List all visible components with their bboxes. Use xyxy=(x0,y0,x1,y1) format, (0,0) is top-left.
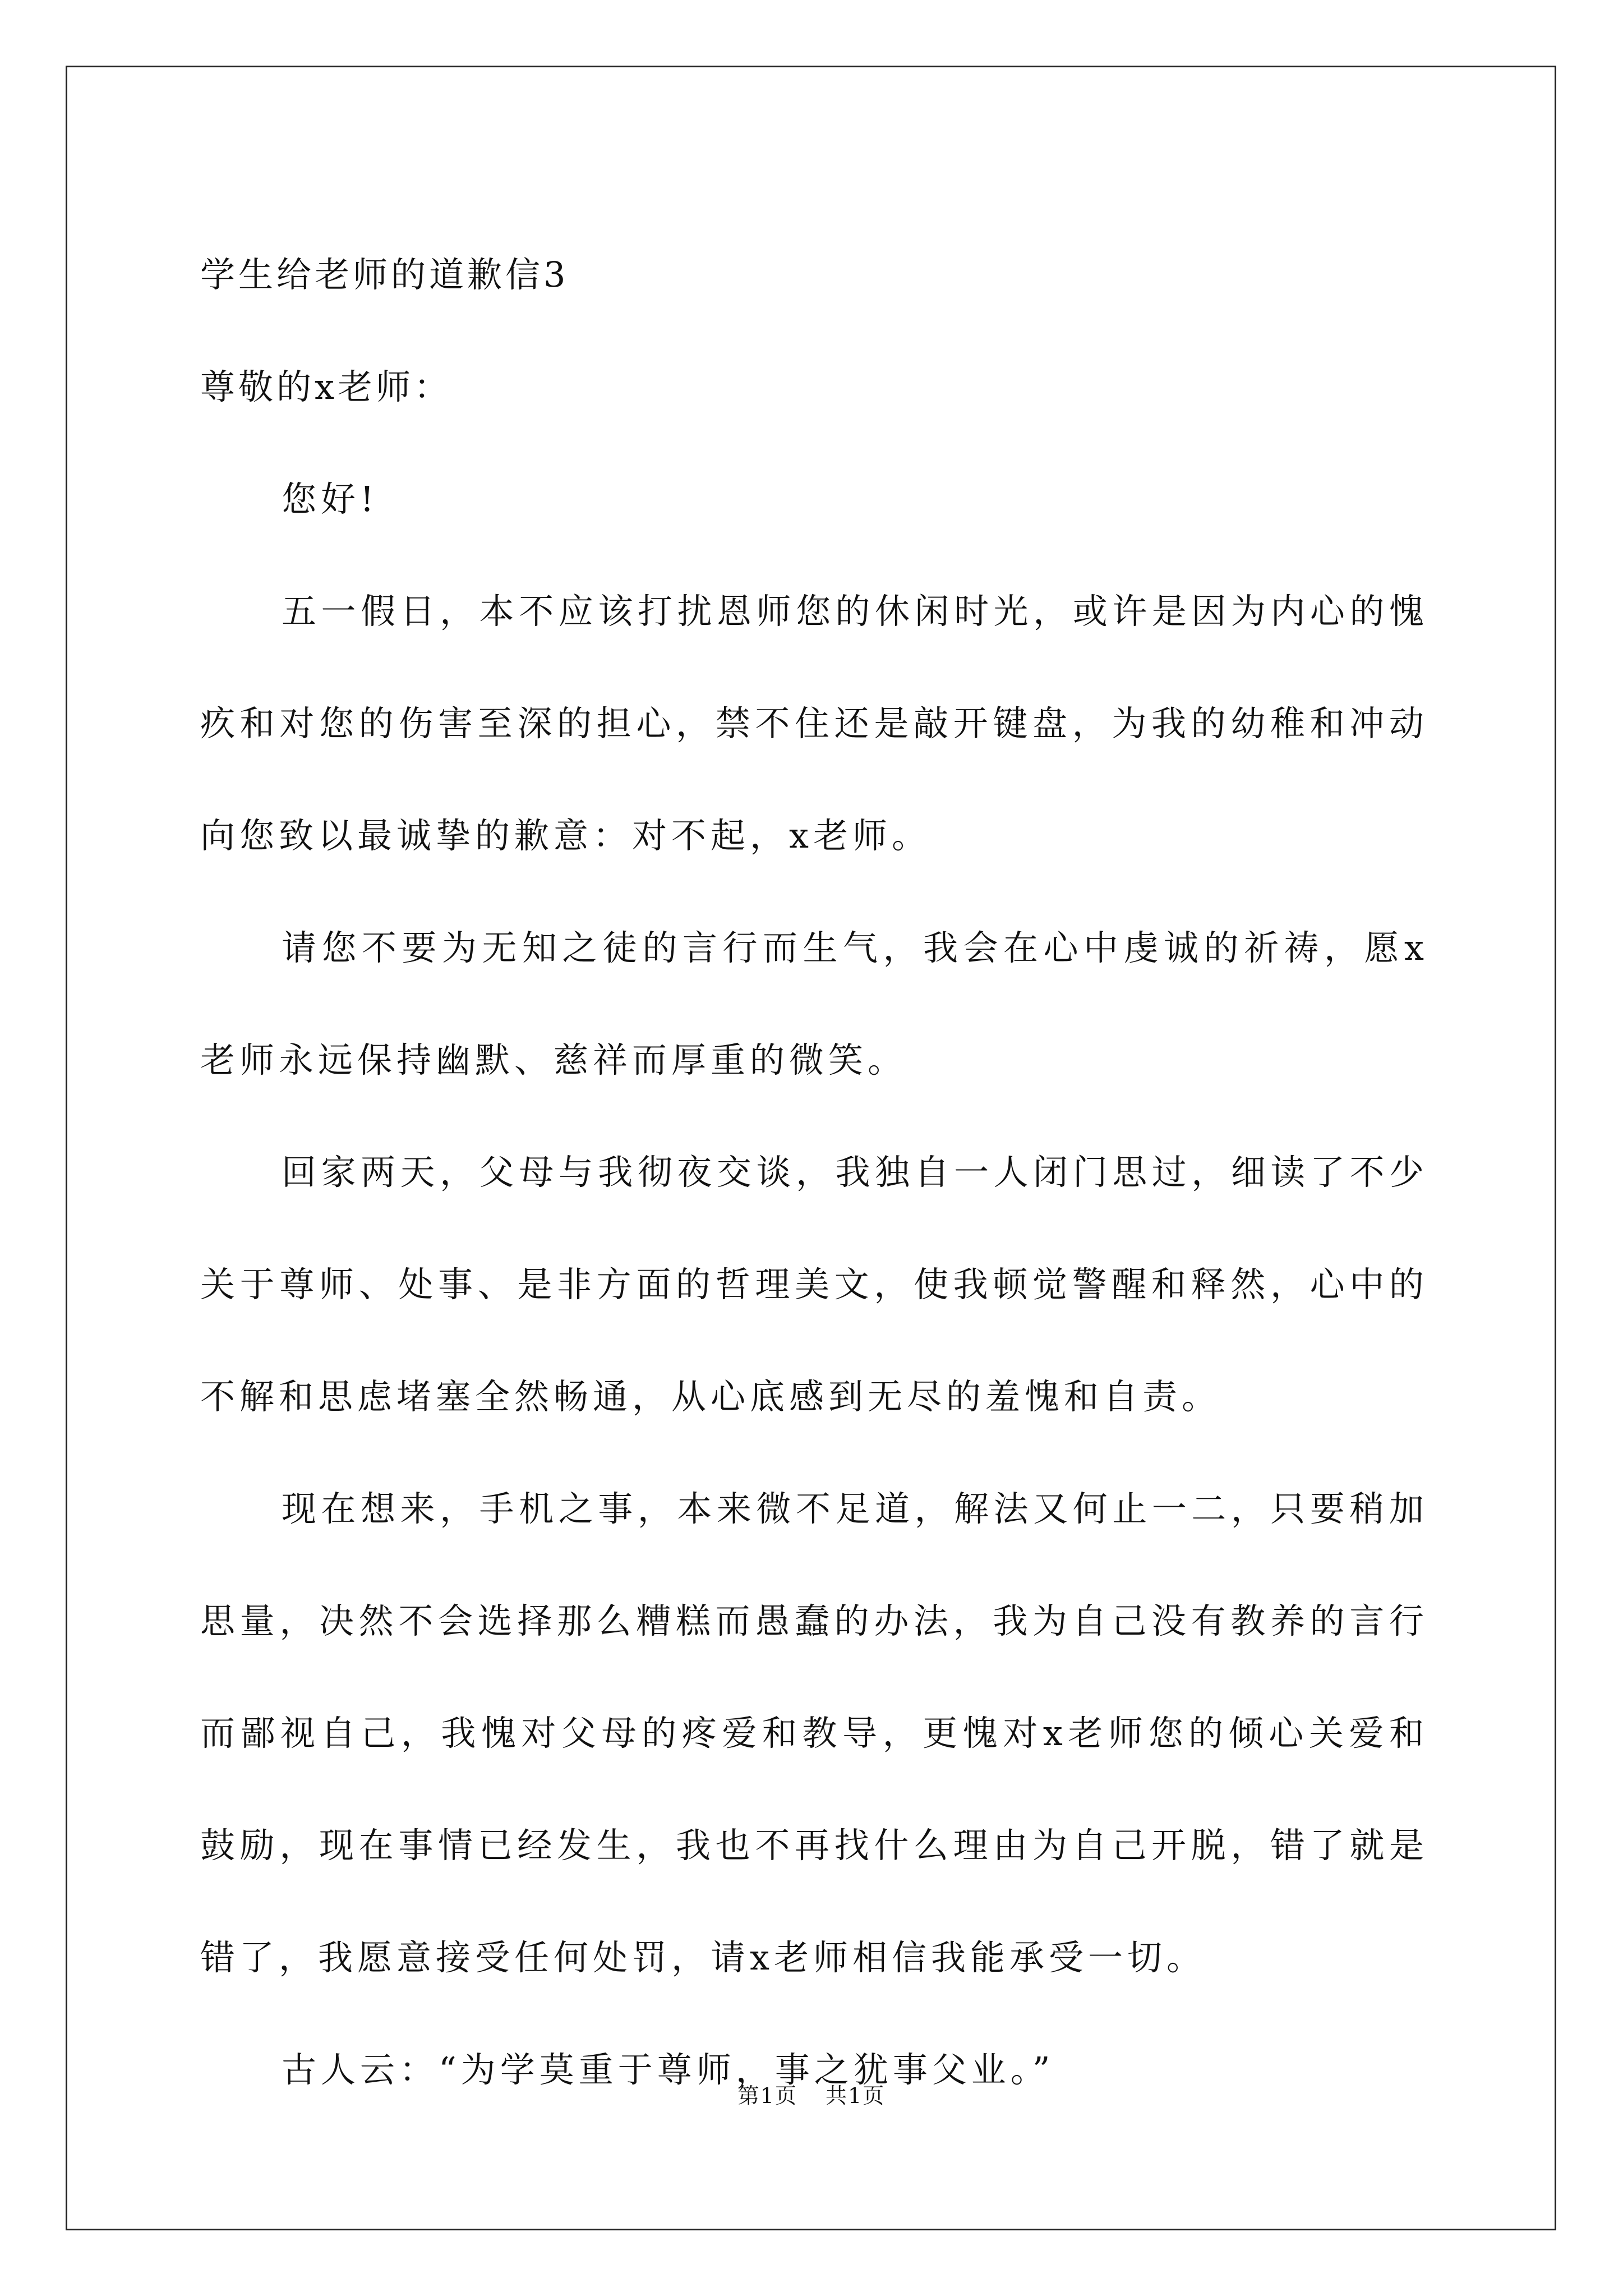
paragraph-quote: 古人云：“为学莫重于尊师，事之犹事父业。” xyxy=(282,2049,1055,2090)
page-number: 第1页 xyxy=(737,2083,797,2108)
page-footer xyxy=(0,2078,1623,2109)
paragraph-regret: 现在想来，手机之事，本来微不足道，解法又何止一二，只要稍加思量，决然不会选择那么糟糕而愚蠢的办法，我为自己没有教养的言行而鄙视自己，我愧对父母的疼爱和教导，更愧对x老师您的倾心关爱和鼓励，现在事情已经发生，我也不再找什么理由为自己开脱，错了就是错了，我愿意接受任何处罚，请x老师相信我能承受一切。 xyxy=(200,1488,1428,1978)
salutation: 尊敬的x老师： xyxy=(200,366,452,407)
paragraph-apology: 五一假日，本不应该打扰恩师您的休闲时光，或许是因为内心的愧疚和对您的伤害至深的担心，禁不住还是敲开键盘，为我的幼稚和冲动向您致以最诚挚的歉意：对不起，x老师。 xyxy=(200,591,1428,856)
document-title: 学生给老师的道歉信3 xyxy=(200,254,569,295)
paragraph-greeting: 您好! xyxy=(282,478,379,519)
paragraph-wish: 请您不要为无知之徒的言行而生气，我会在心中虔诚的祈祷，愿x老师永远保持幽默、慈祥而厚重的微笑。 xyxy=(200,927,1428,1080)
paragraph-reflection: 回家两天，父母与我彻夜交谈，我独自一人闭门思过，细读了不少关于尊师、处事、是非方面的哲理美文，使我顿觉警醒和释然，心中的不解和思虑堵塞全然畅通，从心底感到无尽的羞愧和自责。 xyxy=(200,1152,1428,1417)
page-total: 共1页 xyxy=(826,2083,886,2108)
letter-body xyxy=(200,219,1428,2126)
